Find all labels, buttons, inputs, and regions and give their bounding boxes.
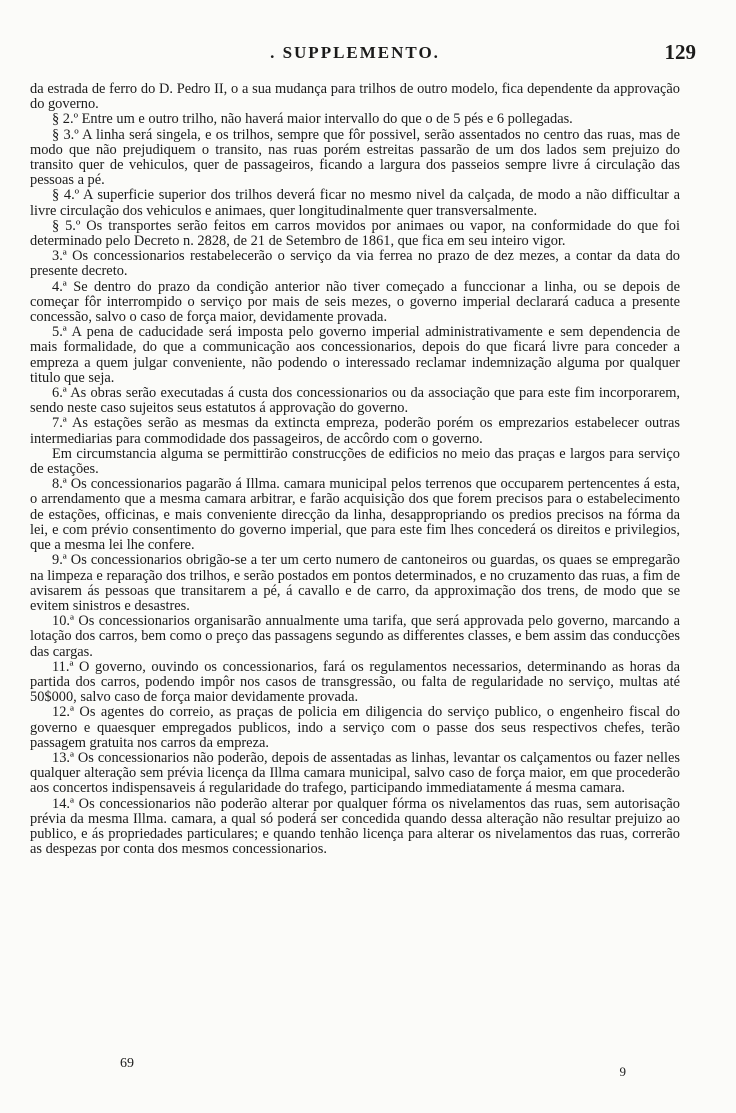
paragraph: § 5.º Os transportes serão feitos em carros movidos por animaes ou vapor, na conformidade do que foi determinado pelo Decreto n. 2828, de 21 de Setembro de 1861, que fica em seu inteiro vigor. [30, 217, 680, 250]
paragraph: § 4.º A superficie superior dos trilhos deverá ficar no mesmo nivel da calçada, de modo a não difficultar a livre circulação dos vehiculos e animaes, quer longitudinalmente quer transversalmente. [30, 187, 680, 219]
paragraph: 12.ª Os agentes do correio, as praças de policia em diligencia do serviço publico, o engenheiro fiscal do governo e quaesquer empregados publicos, indo a serviço com o passe dos seus respectivos chefes, terão passagem gratuita nos carros da empreza. [30, 704, 680, 751]
page-number: 129 [664, 40, 696, 64]
paragraph: 4.ª Se dentro do prazo da condição anterior não tiver começado a funccionar a linha, ou se depois de começar fôr interrompido o serviço por mais de seis mezes, o governo imperial declarará caduca a presente concessão, salvo o caso de força maior, devidamente provada. [30, 278, 680, 326]
paragraph: 13.ª Os concessionarios não poderão, depois de assentadas as linhas, levantar os calçamentos ou fazer nelles qualquer alteração sem prévia licença da Illma camara municipal, salvo caso de força maior, em que procederão aos concertos indispensaveis á regularidade do trafego, participando immediatamente á mesma camara. [30, 749, 680, 797]
paragraph: 10.ª Os concessionarios organisarão annualmente uma tarifa, que será approvada pelo governo, marcando a lotação dos carros, bem como o preço das passagens segundo as differentes classes, e bem assim das conducções das cargas. [30, 613, 680, 660]
signature-mark-left: 69 [120, 1056, 134, 1071]
signature-mark-right: 9 [619, 1064, 626, 1079]
running-head: . SUPPLEMENTO. [270, 43, 440, 62]
paragraph: 5.ª A pena de caducidade será imposta pelo governo imperial administrativamente e sem dependencia de mais formalidade, do que a communicação aos concessionarios, depois do que ficará livre para conceder a empreza a quem julgar conveniente, não podendo o interessado reclamar indemnização alguma por qualquer titulo que seja. [30, 324, 680, 386]
page-footer [30, 1056, 680, 1079]
paragraph: § 2.º Entre um e outro trilho, não haverá maior intervallo do que o de 5 pés e 6 pollegadas. [52, 111, 573, 128]
paragraph: 14.ª Os concessionarios não poderão alterar por qualquer fórma os nivelamentos das ruas, sem autorisação prévia da mesma Illma. camara, a qual só poderá ser concedida quando dessa alteração não resultar prejuizo ao publico, e ás propriedades particulares; e quando tenhão licença para alterar os nivelamentos das ruas, correrão as despezas por conta dos mesmos concessionarios. [30, 795, 680, 858]
body-text [30, 82, 680, 857]
paragraph: 8.ª Os concessionarios pagarão á Illma. camara municipal pelos terrenos que occuparem pertencentes á esta, o arrendamento que a mesma camara arbitrar, e farão acquisição dos que forem precisos para o estabelecimento de estações, officinas, e mais conveniente direcção da linha, desappropriando os predios precisos na fórma da lei, e com prévio consentimento do governo imperial, que para este fim lhes concederá os direitos e privilegios, que a mesma lei lhe confere. [30, 476, 680, 554]
paragraph: 6.ª As obras serão executadas á custa dos concessionarios ou da associação que para este fim incorporarem, sendo neste caso sujeitos seus estatutos á approvação do governo. [30, 385, 680, 417]
paragraph: 9.ª Os concessionarios obrigão-se a ter um certo numero de cantoneiros ou guardas, os quaes se empregarão na limpeza e reparação dos trilhos, e serão postados em pontos determinados, e no cruzamento das ruas, a fim de avisarem ás pessoas que transitarem a pé, á cavallo e de carro, da approximação dos trens, de modo que se evitem sinistros e desastres. [30, 552, 680, 614]
paragraph: Em circumstancia alguma se permittirão construcções de edificios no meio das praças e largos para serviço de estações. [30, 445, 680, 478]
paragraph: 11.ª O governo, ouvindo os concessionarios, fará os regulamentos necessarios, determinando as horas da partida dos carros, podendo impôr nos casos de transgressão, ou falta de regularidade no serviço, multas até 50$000, salvo caso de força maior devidamente provada. [30, 658, 680, 706]
paragraph: 3.ª Os concessionarios restabelecerão o serviço da via ferrea no prazo de dez mezes, a contar da data do presente decreto. [30, 248, 680, 280]
paragraph: § 3.º A linha será singela, e os trilhos, sempre que fôr possivel, serão assentados no centro das ruas, mas de modo que não prejudiquem o transito, nas ruas porém estreitas passarão de um dos lados sem prejuizo do transito quer de vehiculos, quer de passageiros, ficando a largura dos passeios sempre livre á circulação das pessoas a pé. [30, 126, 680, 189]
paragraph: da estrada de ferro do D. Pedro II, o a sua mudança para trilhos de outro modelo, fica dependente da approvação do governo. [30, 81, 680, 113]
page-header [30, 40, 696, 67]
paragraph: 7.ª As estações serão as mesmas da extincta empreza, poderão porém os emprezarios estabelecer outras intermediarias para commodidade dos passageiros, de accôrdo com o governo. [30, 415, 680, 447]
